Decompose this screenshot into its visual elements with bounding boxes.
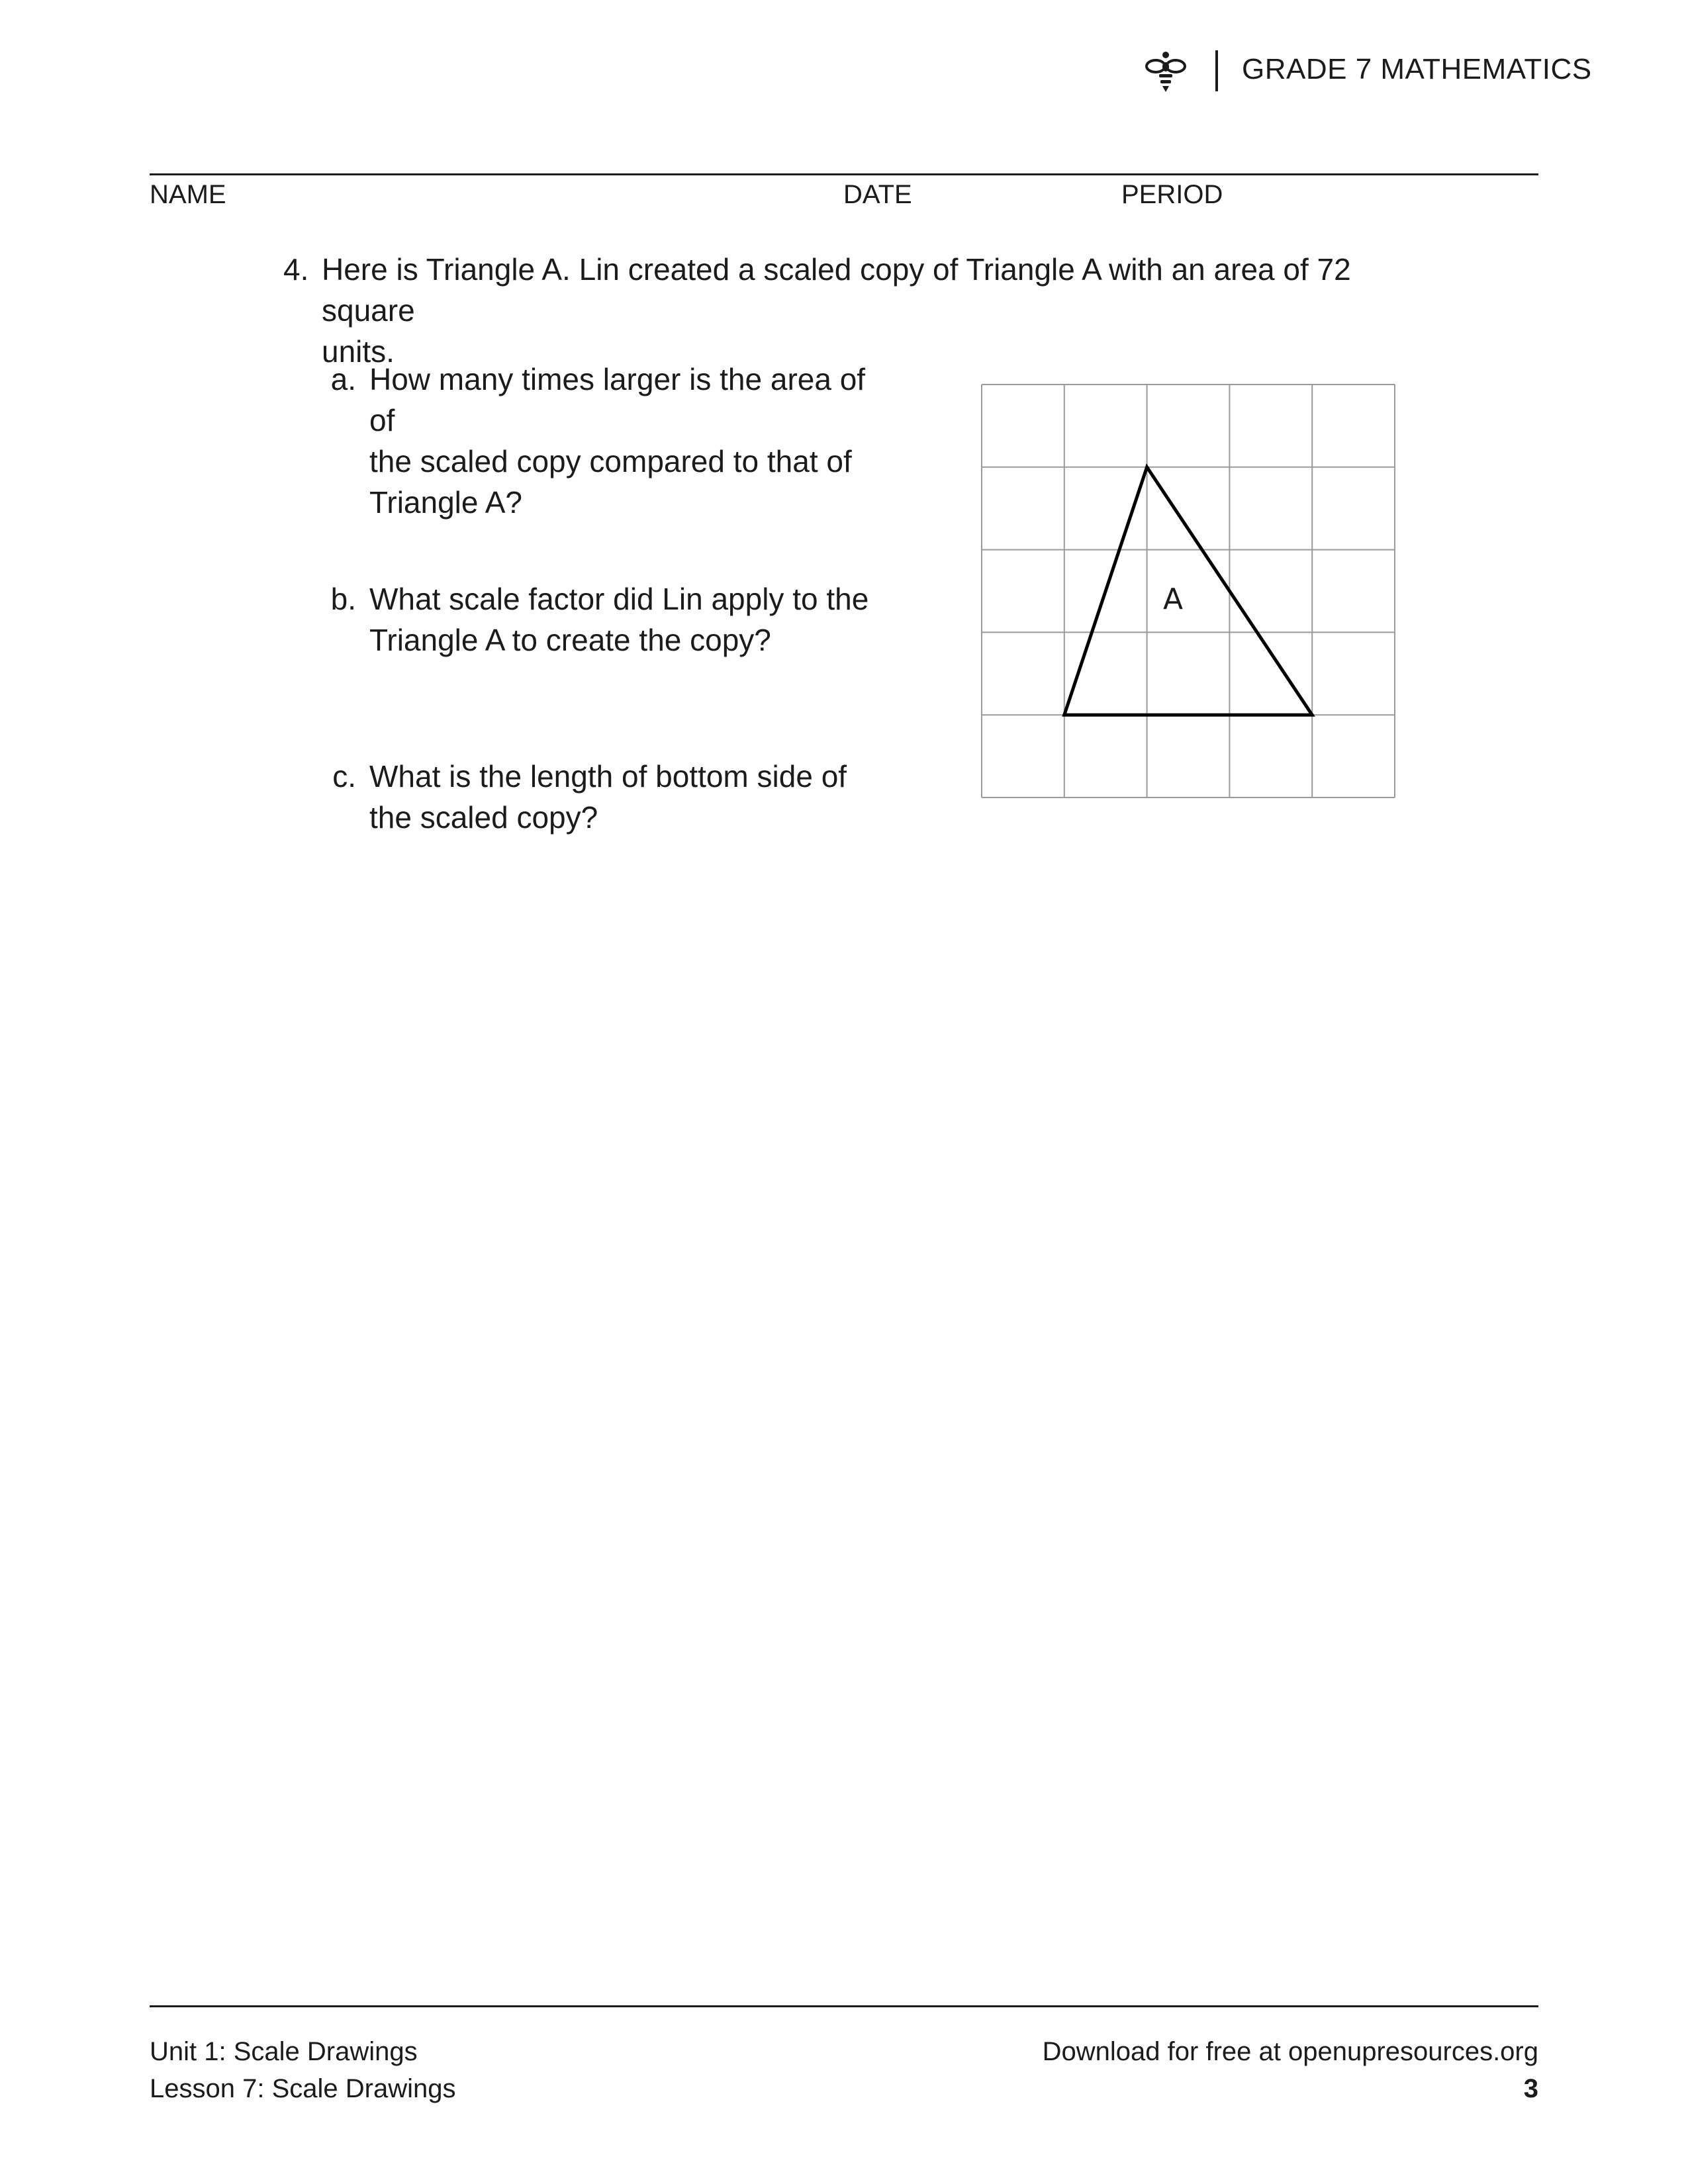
part-c-line: the scaled copy? — [369, 800, 598, 835]
grade-title: GRADE 7 MATHEMATICS — [1242, 53, 1592, 85]
part-a-line: the scaled copy compared to that of — [369, 444, 852, 478]
header-divider — [1215, 50, 1218, 91]
page-number: 3 — [1523, 2074, 1538, 2103]
part-b-question — [369, 578, 872, 660]
triangle-a-label: A — [1162, 582, 1184, 616]
grid-svg — [980, 383, 1397, 799]
triangle-a — [1064, 467, 1312, 715]
period-label: PERIOD — [1121, 180, 1223, 209]
part-b-letter: b. — [330, 582, 356, 616]
bee-logo-icon — [1143, 49, 1189, 95]
part-b-line: What scale factor did Lin apply to the — [369, 582, 869, 616]
part-a-line: Triangle A? — [369, 485, 522, 520]
part-a-letter: a. — [330, 362, 356, 396]
footer-download-link[interactable]: Download for free at openupresources.org — [1042, 2037, 1538, 2066]
name-rule — [150, 173, 1538, 175]
triangle-grid-figure — [980, 383, 1397, 799]
part-c-letter: c. — [332, 759, 356, 794]
part-a-question — [369, 359, 872, 523]
footer-rule — [150, 2005, 1538, 2007]
grid-lines — [982, 385, 1395, 797]
problem-stem-line: units. — [322, 334, 395, 369]
footer-unit: Unit 1: Scale Drawings — [150, 2037, 418, 2066]
problem-stem-line: Here is Triangle A. Lin created a scaled copy of Triangle A with an area of 72 square — [322, 252, 1351, 328]
part-a-line: How many times larger is the area of of — [369, 362, 866, 437]
problem-number: 4. — [283, 252, 309, 287]
problem-stem — [322, 249, 1381, 372]
name-label: NAME — [150, 180, 226, 209]
date-label: DATE — [843, 180, 912, 209]
part-c-question — [369, 756, 872, 838]
part-b-line: Triangle A to create the copy? — [369, 623, 771, 657]
footer-lesson: Lesson 7: Scale Drawings — [150, 2074, 456, 2103]
part-c-line: What is the length of bottom side of — [369, 759, 847, 794]
